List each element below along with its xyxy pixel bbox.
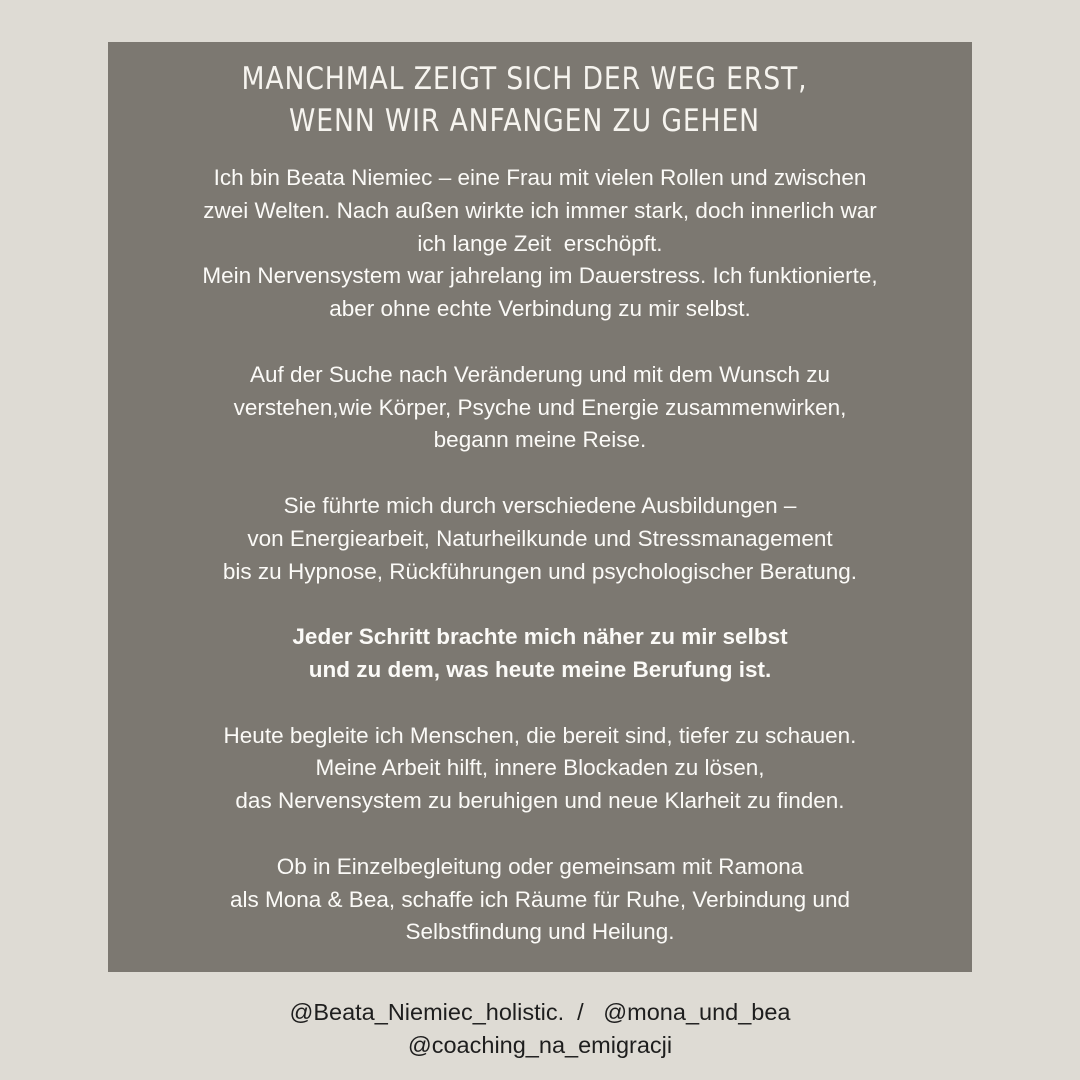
text-line: verstehen,wie Körper, Psyche und Energie zusammenwirken, <box>233 394 847 420</box>
title-line-1: MANCHMAL ZEIGT SICH DER WEG ERST, <box>241 61 808 97</box>
text-line: aber ohne echte Verbindung zu mir selbst. <box>329 296 751 322</box>
social-handles-line-1: @Beata_Niemiec_holistic. / @mona_und_bea <box>289 999 791 1025</box>
text-line: begann meine Reise. <box>433 427 647 453</box>
paragraph-training <box>108 490 972 588</box>
text-line: zwei Welten. Nach außen wirkte ich immer stark, doch innerlich war <box>203 197 877 223</box>
text-line: Sie führte mich durch verschiedene Ausbildungen – <box>283 492 797 518</box>
paragraph-highlight <box>108 621 972 687</box>
text-line: Auf der Suche nach Veränderung und mit dem Wunsch zu <box>250 361 830 387</box>
paragraph-search <box>108 359 972 457</box>
text-line: das Nervensystem zu beruhigen und neue Klarheit zu finden. <box>235 788 845 814</box>
text-line: Meine Arbeit hilft, innere Blockaden zu lösen, <box>315 755 765 781</box>
bio-text <box>108 162 972 949</box>
paragraph-gap <box>108 457 972 490</box>
text-line: Selbstfindung und Heilung. <box>405 919 675 945</box>
text-line: Mein Nervensystem war jahrelang im Dauerstress. Ich funktionierte, <box>202 263 878 289</box>
paragraph-gap <box>108 588 972 621</box>
text-line: als Mona & Bea, schaffe ich Räume für Ruhe, Verbindung und <box>230 886 850 912</box>
text-line: von Energiearbeit, Naturheilkunde und Stressmanagement <box>247 525 833 551</box>
paragraph-gap <box>108 687 972 720</box>
text-line: und zu dem, was heute meine Berufung ist. <box>308 656 772 682</box>
paragraph-offer <box>108 851 972 949</box>
paragraph-intro <box>108 162 972 326</box>
text-line: bis zu Hypnose, Rückführungen und psychologischer Beratung. <box>222 558 858 584</box>
text-line: Heute begleite ich Menschen, die bereit sind, tiefer zu schauen. <box>223 722 857 748</box>
text-line: Ob in Einzelbegleitung oder gemeinsam mit Ramona <box>276 853 804 879</box>
text-line: Jeder Schritt brachte mich näher zu mir selbst <box>292 624 788 650</box>
social-handles-line-2: @coaching_na_emigracji <box>407 1032 673 1058</box>
page-title <box>76 58 974 142</box>
text-line: Ich bin Beata Niemiec – eine Frau mit vielen Rollen und zwischen <box>213 165 867 190</box>
title-line-2: WENN WIR ANFANGEN ZU GEHEN <box>289 103 760 139</box>
paragraph-gap <box>108 326 972 359</box>
text-line: ich lange Zeit erschöpft. <box>417 230 663 256</box>
social-handles <box>0 996 1080 1062</box>
paragraph-today <box>108 720 972 818</box>
paragraph-gap <box>108 818 972 851</box>
